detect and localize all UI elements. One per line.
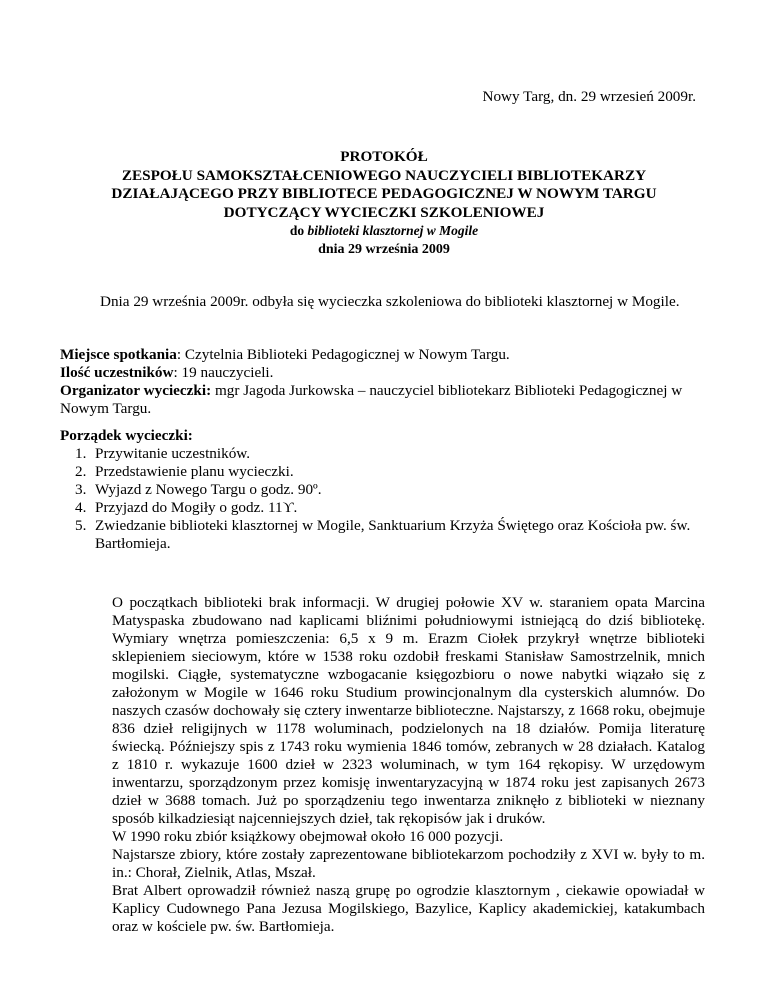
info-place-label: Miejsce spotkania <box>60 346 177 363</box>
agenda-item <box>75 481 705 499</box>
info-place-value: : Czytelnia Biblioteki Pedagogicznej w Nowym Targu. <box>176 346 510 363</box>
title-line-zespol: ZESPOŁU SAMOKSZTAŁCENIOWEGO NAUCZYCIELI BIBLIOTEKARZY <box>121 166 647 184</box>
date-line: Nowy Targ, dn. 29 wrzesień 2009r. <box>482 88 696 105</box>
agenda-item-text: Wyjazd z Nowego Targu o godz. 90º. <box>95 481 322 498</box>
agenda-item <box>75 499 705 517</box>
title-destination-prefix: do <box>289 223 308 239</box>
agenda-item-num: 4. <box>75 499 87 516</box>
agenda-list <box>60 445 705 553</box>
body-section <box>112 594 705 936</box>
agenda-item <box>75 445 705 463</box>
agenda-item-num: 5. <box>75 517 87 534</box>
intro-paragraph <box>93 293 705 311</box>
intro-text: Dnia 29 września 2009r. odbyła się wycieczka szkoleniowa do biblioteki klasztornej w Mogile. <box>100 293 680 310</box>
info-organizer-label: Organizator wycieczki: <box>60 382 212 399</box>
agenda-item <box>75 463 705 481</box>
title-line-dzialajacego: DZIAŁAJĄCEGO PRZY BIBLIOTECE PEDAGOGICZNEJ W NOWYM TARGU <box>111 185 657 203</box>
info-count-label: Ilość uczestników <box>60 364 174 381</box>
title-line-date: dnia 29 września 2009 <box>318 241 450 257</box>
title-protokol: PROTOKÓŁ <box>340 148 428 165</box>
agenda-item-text: Przywitanie uczestników. <box>95 445 251 462</box>
body-paragraph-oldest: Najstarsze zbiory, które zostały zaprezentowane bibliotekarzom pochodziły z XVI w. były to m. in.: Chorał, Zielnik, Atlas, Mszał. <box>112 846 705 881</box>
title-line-dotyczacy: DOTYCZĄCY WYCIECZKI SZKOLENIOWEJ <box>223 203 545 221</box>
info-organizer <box>60 382 705 418</box>
info-section <box>60 346 705 418</box>
agenda-item-text: Przyjazd do Mogiły o godz. 11ϒ. <box>95 499 298 516</box>
title-destination-italic: biblioteki klasztornej w Mogile <box>307 223 479 239</box>
agenda-item <box>75 517 705 553</box>
document-title <box>60 148 708 260</box>
agenda-item-num: 3. <box>75 481 87 498</box>
agenda-item-num: 2. <box>75 463 87 480</box>
info-count-value: : 19 nauczycieli. <box>173 364 274 381</box>
info-place <box>60 346 705 364</box>
agenda-item-text: Przedstawienie planu wycieczki. <box>95 463 294 480</box>
body-paragraph-tour: Brat Albert oprowadził również naszą grupę po ogrodzie klasztornym , ciekawie opowiadał w Kaplicy Cudownego Pana Jezusa Mogilskiego, Bazylice, Kaplicy akademickiej, katakumbach oraz w kościele pw. św. Bartłomieja. <box>112 882 705 935</box>
body-paragraph-history: O początkach biblioteki brak informacji. W drugiej połowie XV w. staraniem opata Marcina Matyspaska zbudowano nad kaplicami bliźnimi południowymi istniejącą do dziś bibliotekę. Wymiary wnętrza pomieszczenia: 6,5 x 9 m. Erazm Ciołek przykrył wnętrze biblioteki sklepieniem sieciowym, które w 1538 roku ozdobił freskami Stanisław Samostrzelnik, mnich mogilski. Ciągłe, systematyczne wzbogacanie księgozbioru o nowe nabytki wiązało się z założonym w Mogile w 1646 roku Studium prowincjonalnym dla cysterskich alumnów. Do naszych czasów dochowały się cztery inwentarze biblioteczne. Najstarszy, z 1668 roku, obejmuje 836 dzieł religijnych w 1178 woluminach, podzielonych na 18 działów. Pomija literaturę świecką. Późniejszy spis z 1743 roku wymienia 1846 tomów, zebranych w 28 działach. Katalog z 1810 r. wykazuje 1600 dzieł w 2323 woluminach, w tym 164 rękopisy. W urzędowym inwentarzu, sporządzonym przez komisję inwentaryzacyjną w 1874 roku jest zapisanych 2673 dzieł w 3688 tomach. Już po sporządzeniu tego inwentarza zniknęło z biblioteki w nieznany sposób kilkadziesiąt najcenniejszych dzieł, tak rękopisów jak i druków. <box>112 594 705 827</box>
title-line-destination <box>60 222 708 241</box>
agenda-item-text: Zwiedzanie biblioteki klasztornej w Mogile, Sanktuarium Krzyża Świętego oraz Kościoła pw. św. Bartłomieja. <box>95 517 691 552</box>
agenda-item-num: 1. <box>75 445 87 462</box>
agenda-heading: Porządek wycieczki: <box>60 427 193 444</box>
info-organizer-value: mgr Jagoda Jurkowska – nauczyciel bibliotekarz Biblioteki Pedagogicznej w Nowym Targu. <box>60 382 683 417</box>
info-count <box>60 364 705 382</box>
body-paragraph-collection: W 1990 roku zbiór książkowy obejmował około 16 000 pozycji. <box>112 828 504 845</box>
agenda-section <box>60 427 705 553</box>
